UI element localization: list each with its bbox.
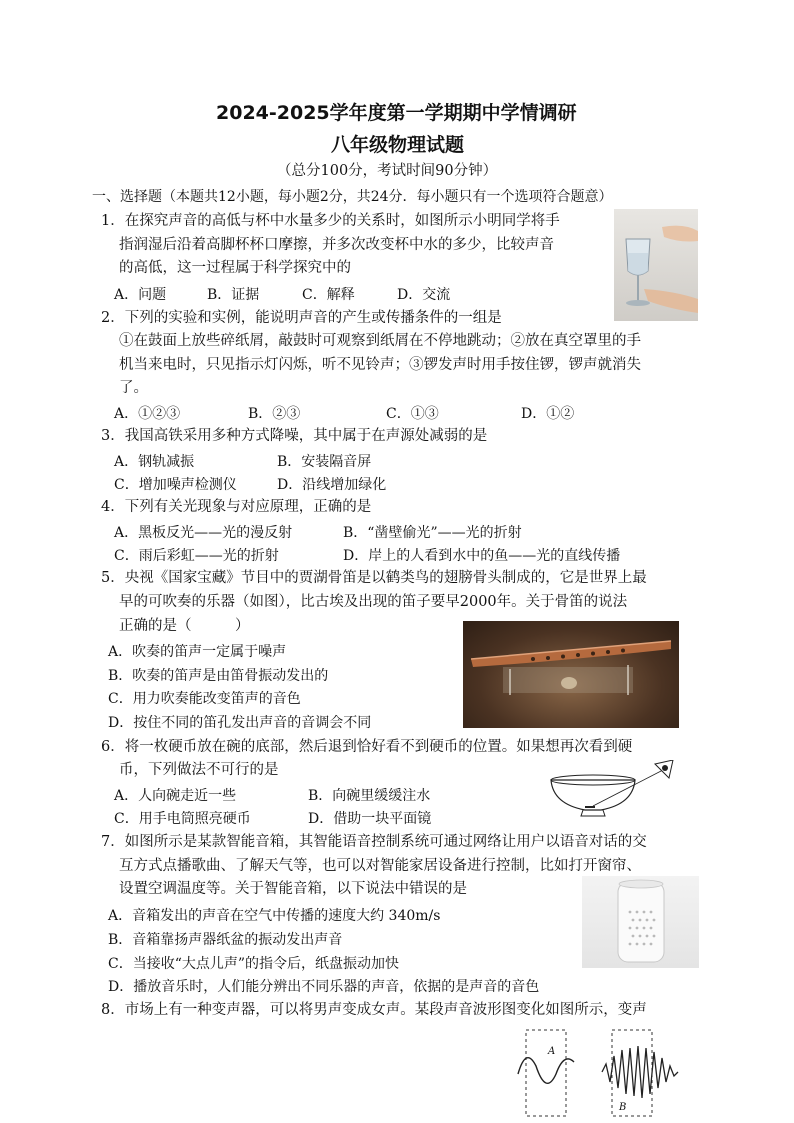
question-2-line-2: ①在鼓面上放些碎纸屑，敲鼓时可观察到纸屑在不停地跳动；②放在真空罩里的手: [119, 333, 641, 349]
wave-label-b: B: [619, 1102, 627, 1113]
question-6-option-d: D．借助一块平面镜: [308, 811, 432, 827]
question-7-option-b: B．音箱靠扬声器纸盆的振动发出声音: [108, 932, 343, 948]
question-7-line-3: 设置空调温度等。关于智能音箱，以下说法中错误的是: [119, 881, 467, 897]
question-1-line-1: 1．在探究声音的高低与杯中水量多少的关系时，如图所示小明同学将手: [101, 213, 560, 229]
question-1-option-a: A．问题: [114, 287, 167, 303]
smart-speaker-photo: [582, 876, 699, 968]
question-4-option-c: C．雨后彩虹——光的折射: [114, 548, 279, 564]
exam-title: 2024-2025学年度第一学期期中学情调研: [216, 102, 577, 124]
question-4-option-d: D．岸上的人看到水中的鱼——光的直线传播: [343, 548, 621, 564]
question-7-option-a: A．音箱发出的声音在空气中传播的速度大约 340m/s: [108, 908, 441, 924]
question-6-line-1: 6．将一枚硬币放在碗的底部，然后退到恰好看不到硬币的位置。如果想再次看到硬: [101, 739, 633, 755]
question-4-option-b: B．“凿壁偷光”——光的折射: [343, 525, 522, 541]
question-2-line-4: 了。: [119, 380, 148, 396]
question-5-option-b: B．吹奏的笛声是由笛骨振动发出的: [108, 668, 329, 684]
question-4-option-a: A．黑板反光——光的漫反射: [114, 525, 293, 541]
question-6-option-c: C．用手电筒照亮硬币: [114, 811, 251, 827]
question-5-line-3: 正确的是（ ）: [119, 618, 250, 634]
question-7-line-1: 7．如图所示是某款智能音箱，其智能语音控制系统可通过网络让用户以语音对话的交: [101, 834, 647, 850]
section-heading: 一、选择题（本题共12小题，每小题2分，共24分．每小题只有一个选项符合题意）: [92, 189, 613, 205]
question-2-line-1: 2．下列的实验和实例，能说明声音的产生或传播条件的一组是: [101, 310, 502, 326]
question-1-option-b: B．证据: [207, 287, 260, 303]
question-5-option-c: C．用力吹奏能改变笛声的音色: [108, 691, 301, 707]
question-8-line-1: 8．市场上有一种变声器，可以将男声变成女声。某段声音波形图变化如图所示，变声: [101, 1002, 647, 1018]
sound-waveform-diagram: [516, 1026, 688, 1120]
bone-flute-photo: [463, 621, 679, 728]
question-3-option-d: D．沿线增加绿化: [277, 477, 387, 493]
question-7-option-c: C．当接收“大点儿声”的指令后，纸盘振动加快: [108, 956, 400, 972]
exam-note: （总分100分，考试时间90分钟）: [277, 163, 498, 179]
question-2-option-d: D．①②: [521, 406, 575, 422]
question-6-option-b: B．向碗里缓缓注水: [308, 788, 431, 804]
question-1-line-2: 指润湿后沿着高脚杯杯口摩擦，并多次改变杯中水的多少，比较声音: [119, 237, 554, 253]
question-1-option-d: D．交流: [397, 287, 451, 303]
question-3-option-c: C．增加噪声检测仪: [114, 477, 237, 493]
question-4-line-1: 4．下列有关光现象与对应原理，正确的是: [101, 499, 372, 515]
bowl-coin-diagram: [543, 760, 683, 824]
exam-subtitle: 八年级物理试题: [331, 134, 465, 156]
question-5-option-a: A．吹奏的笛声一定属于噪声: [108, 644, 287, 660]
question-1-line-3: 的高低，这一过程属于科学探究中的: [119, 260, 351, 276]
question-7-option-d: D．播放音乐时，人们能分辨出不同乐器的声音，依据的是声音的音色: [108, 979, 540, 995]
question-2-line-3: 机当来电时，只见指示灯闪烁，听不见铃声；③锣发声时用手按住锣，锣声就消失: [119, 357, 641, 373]
wave-label-a: A: [548, 1046, 556, 1057]
question-2-option-b: B．②③: [248, 406, 301, 422]
question-3-option-a: A．钢轨减振: [114, 454, 195, 470]
question-6-line-2: 币，下列做法不可行的是: [119, 762, 279, 778]
wine-glass-photo: [614, 209, 698, 321]
question-2-option-c: C．①③: [386, 406, 439, 422]
question-1-option-c: C．解释: [302, 287, 355, 303]
question-2-option-a: A．①②③: [114, 406, 181, 422]
question-3-line-1: 3．我国高铁采用多种方式降噪，其中属于在声源处减弱的是: [101, 428, 488, 444]
question-3-option-b: B．安装隔音屏: [277, 454, 372, 470]
question-5-line-2: 早的可吹奏的乐器（如图），比古埃及出现的笛子要早2000年。关于骨笛的说法: [119, 594, 628, 610]
question-5-option-d: D．按住不同的笛孔发出声音的音调会不同: [108, 715, 372, 731]
question-7-line-2: 互方式点播歌曲、了解天气等，也可以对智能家居设备进行控制，比如打开窗帘、: [119, 858, 641, 874]
question-6-option-a: A．人向碗走近一些: [114, 788, 237, 804]
question-5-line-1: 5．央视《国家宝藏》节目中的贾湖骨笛是以鹤类鸟的翅膀骨头制成的，它是世界上最: [101, 570, 647, 586]
